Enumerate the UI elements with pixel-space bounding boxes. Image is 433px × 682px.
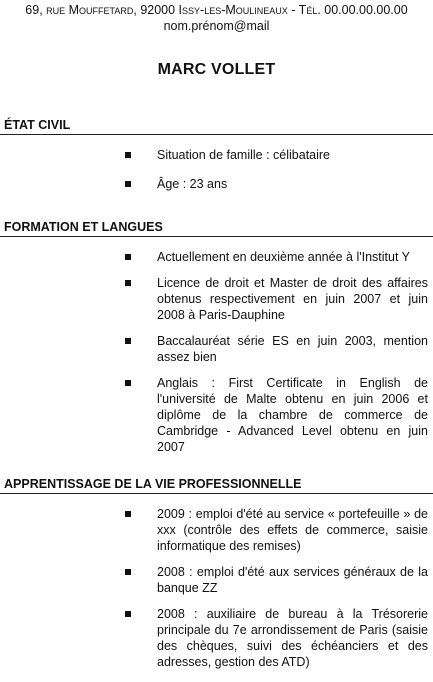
bullet-icon — [125, 181, 131, 187]
list-item: Situation de famille : célibataire — [157, 147, 428, 163]
address-number: 69, — [25, 3, 47, 17]
bullet-icon — [125, 380, 131, 386]
bullet-icon — [125, 611, 131, 617]
address-line — [0, 2, 433, 18]
email-address: nom.prénom@mail — [163, 19, 270, 33]
bullet-icon — [125, 152, 131, 158]
bullet-icon — [125, 511, 131, 517]
list-item: Licence de droit et Master de droit des affaires obtenus respectivement en juin 2007 et juin 2008 à Paris-Dauphine — [157, 275, 428, 323]
section-formation-langues — [0, 220, 433, 455]
list-item: Anglais : First Certificate in English de l'université de Malte obtenu en juin 2006 et diplôme de la chambre de commerce de Cambridge - Advanced Level obtenu en juin 2007 — [157, 375, 428, 455]
address-text: rue Mouffetard, 92000 Issy-les-Moulineaux - Tél. — [46, 3, 321, 17]
section-vie-professionnelle — [0, 477, 433, 670]
phone-number: 00.00.00.00.00 — [320, 3, 408, 17]
section-etat-civil — [0, 118, 433, 192]
list-item: Âge : 23 ans — [157, 176, 428, 192]
section-title: APPRENTISSAGE DE LA VIE PROFESSIONNELLE — [0, 477, 433, 494]
bullet-icon — [125, 338, 131, 344]
list-item: 2008 : emploi d'été aux services généraux de la banque ZZ — [157, 564, 428, 596]
bullet-icon — [125, 569, 131, 575]
section-title: ÉTAT CIVIL — [0, 118, 433, 135]
section-title: FORMATION ET LANGUES — [0, 220, 433, 237]
list-item: 2009 : emploi d'été au service « portefeuille » de xxx (contrôle des effets de commerce, saisie informatique des remises) — [157, 506, 428, 554]
bullet-icon — [125, 254, 131, 260]
list-item: Baccalauréat série ES en juin 2003, mention assez bien — [157, 333, 428, 365]
list-item: Actuellement en deuxième année à l'Institut Y — [157, 249, 428, 265]
contact-header — [0, 0, 433, 34]
candidate-name: MARC VOLLET — [157, 61, 276, 78]
list-item: 2008 : auxiliaire de bureau à la Trésorerie principale du 7e arrondissement de Paris (saisie des chèques, suivi des échéanciers et des adresses, gestion des ATD) — [157, 606, 428, 670]
bullet-icon — [125, 280, 131, 286]
